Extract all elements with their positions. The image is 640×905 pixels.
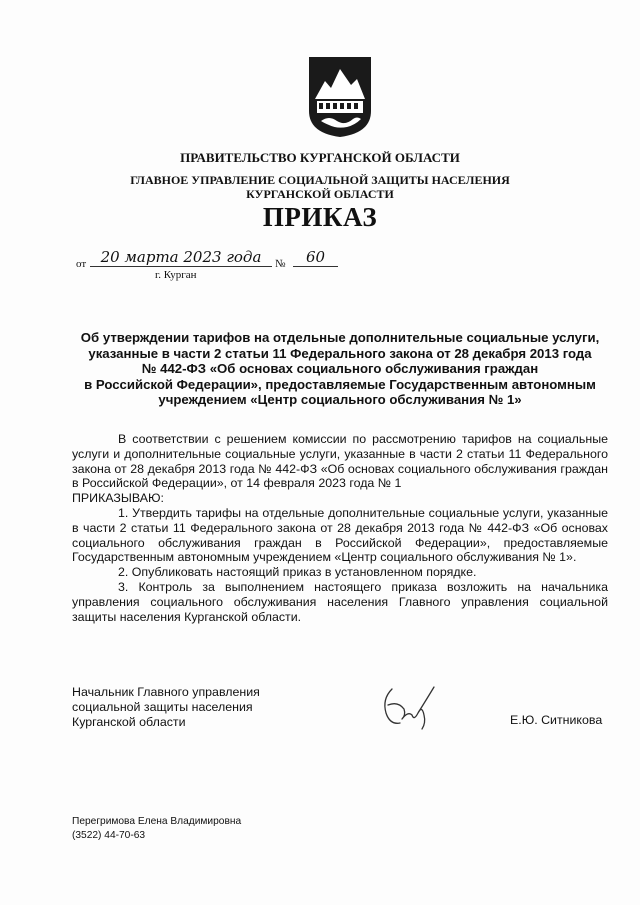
order-heading — [60, 330, 620, 408]
number-label: № — [275, 258, 286, 270]
order-number: 60 — [305, 248, 326, 266]
city: г. Курган — [155, 269, 197, 281]
date-underline — [90, 266, 272, 267]
order-item-1: 1. Утвердить тарифы на отдельные дополнительные социальные услуги, указанные в части 2 статьи 11 Федерального закона от 28 декабря 2013 года № 442-ФЗ «Об основах социального обслуживания граждан в Российской Федерации», предоставляемые Государственным автономным учреждением «Центр социального обслуживания № 1». — [72, 505, 608, 565]
position-line-2: социальной защиты населения — [72, 700, 253, 714]
heading-line: в Российской Федерации», предоставляемые Государственным автономным — [84, 376, 596, 392]
heading-line: указанные в части 2 статьи 11 Федерального закона от 28 декабря 2013 года — [88, 345, 592, 361]
position-line-3: Курганской области — [72, 715, 186, 729]
heading-line: Об утверждении тарифов на отдельные дополнительные социальные услуги, — [80, 330, 600, 345]
heading-line: № 442-ФЗ «Об основах социального обслуживания граждан — [141, 361, 539, 376]
document-title: ПРИКАЗ — [262, 202, 378, 232]
order-date: 20 марта 2023 года — [100, 248, 262, 266]
order-item-3: 3. Контроль за выполнением настоящего приказа возложить на начальника управления социального обслуживания населения Главного управления социальной защиты населения Курганской области. — [72, 579, 608, 624]
kurgan-coat-of-arms-icon — [307, 55, 373, 139]
contact-info — [72, 815, 241, 843]
contact-phone: (3522) 44-70-63 — [72, 830, 146, 841]
government-name: ПРАВИТЕЛЬСТВО КУРГАНСКОЙ ОБЛАСТИ — [180, 150, 460, 165]
handwritten-signature-icon — [378, 683, 438, 731]
position-line-1: Начальник Главного управления — [72, 685, 260, 699]
order-word: ПРИКАЗЫВАЮ: — [72, 491, 164, 506]
number-underline — [293, 266, 338, 267]
date-prefix: от — [76, 258, 87, 270]
preamble: В соответствии с решением комиссии по рассмотрению тарифов на социальные услуги и дополнительные социальные услуги, указанные в части 2 статьи 11 Федерального закона от 28 декабря 2013 года № 442-ФЗ «Об основах социального обслуживания граждан в Российской Федерации», от 14 февраля 2023 года № 1 — [72, 432, 608, 491]
signer-position — [72, 685, 260, 730]
department-name — [0, 173, 640, 201]
contact-name: Перегримова Елена Владимировна — [72, 816, 242, 827]
heading-line: учреждением «Центр социального обслуживания № 1» — [158, 392, 522, 407]
department-line-2: КУРГАНСКОЙ ОБЛАСТИ — [246, 187, 394, 201]
order-body — [72, 432, 608, 624]
department-line-1: ГЛАВНОЕ УПРАВЛЕНИЕ СОЦИАЛЬНОЙ ЗАЩИТЫ НАСЕЛЕНИЯ — [130, 173, 510, 187]
signer-name: Е.Ю. Ситникова — [510, 713, 603, 727]
order-item-2: 2. Опубликовать настоящий приказ в установленном порядке. — [118, 565, 477, 580]
